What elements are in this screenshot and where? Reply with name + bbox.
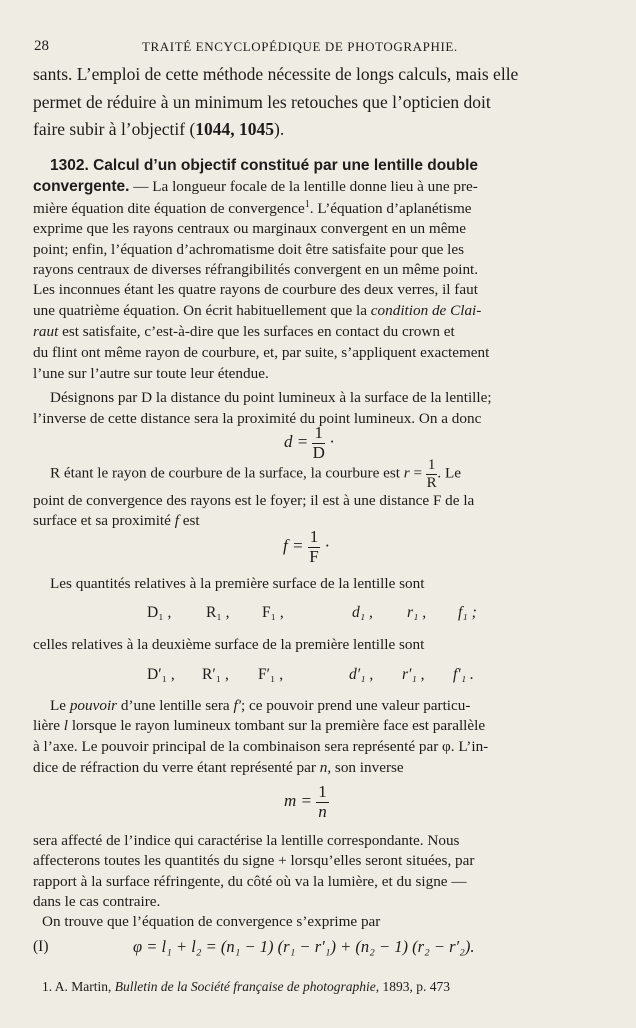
section-line-4: exprime que les rayons centraux ou marginaux convergent en un même [33, 220, 466, 237]
clairaut-condition: condition de Clai- [370, 302, 482, 319]
proximity-line-5-text: surface et sa proximité [33, 512, 175, 529]
equation-f-end: · [324, 536, 331, 556]
intro-line-2: permet de réduire à un minimum les retouches que l’opticien doit [33, 92, 491, 112]
equation-d-lhs: d = [284, 432, 309, 452]
footnote-author: 1. A. Martin, [42, 979, 115, 994]
convergence-equation: φ = l₁ + l₂ = (n₁ − 1) (r₁ − r′₁) + (n₂ − 1) (r₂ − r′₂). [133, 937, 475, 956]
proximity-line-3-text: R étant le rayon de courbure de la surface, la courbure est [50, 464, 404, 482]
equation-f-fraction [308, 528, 321, 566]
proximity-line-3 [50, 457, 461, 491]
pouvoir-line-2-text: lorsque le rayon lumineux tombant sur la première face est parallèle [68, 717, 486, 734]
pouvoir-line-3: à l’axe. Le pouvoir principal de la combinaison sera représenté par φ. L’in- [33, 738, 489, 755]
pouvoir-line-4-text: dice de réfraction du verre étant représenté par [33, 759, 320, 776]
curvature-fraction [426, 457, 438, 491]
curvature-numerator: 1 [427, 457, 436, 473]
section-line-5: point; enfin, l’équation d’achromatisme doit être satisfaite pour que les [33, 241, 465, 258]
second-surface-quantities [0, 666, 636, 688]
section-line-6: rayons centraux de diverses réfrangibilités convergent en un même point. [33, 261, 479, 278]
pouvoir-line-1 [50, 697, 470, 715]
equation-f-denominator: F [309, 546, 319, 566]
page-number: 28 [34, 38, 49, 54]
pouvoir-line-1-text: d’une lentille sera [117, 697, 234, 714]
footnote-marker: 1 [304, 199, 310, 210]
equation-m-denominator: n [318, 801, 327, 821]
pouvoir-line-7: rapport à la surface réfringente, du côté où va la lumière, et du signe — [33, 873, 467, 890]
section-heading: 1302. Calcul d’un objectif constitué par une lentille double [50, 157, 479, 174]
quantity-r1-prime: r′₁ , [402, 666, 425, 683]
quantities-line-1: Les quantités relatives à la première surface de la lentille sont [50, 575, 425, 592]
quantity-f1-upper: F₁ , [262, 604, 284, 621]
quantity-d1-prime: d′₁ , [349, 666, 374, 683]
equation-f [283, 528, 330, 566]
footnote-journal: Bulletin de la Société française de photographie [114, 979, 376, 994]
equation-m [284, 783, 329, 821]
quantity-f1-prime: f′₁ . [453, 666, 474, 683]
proximity-line-5 [33, 512, 200, 530]
section-line-8-text: une quatrième équation. On écrit habituellement que la [33, 302, 371, 319]
clairaut-condition-end: raut [33, 323, 59, 340]
pouvoir-line-2 [33, 717, 485, 735]
equation-f-lhs: f = [283, 536, 304, 556]
quantity-r1-upper: R₁ , [206, 604, 230, 621]
pouvoir-line-6: affecterons toutes les quantités du signe + lorsqu’elles seront situées, par [33, 852, 475, 869]
section-line-3 [33, 199, 472, 218]
proximity-line-5-end: est [178, 512, 200, 529]
proximity-line-4: point de convergence des rayons est le foyer; il est à une distance F de la [33, 492, 475, 509]
quantity-r1-prime-upper: R′₁ , [202, 666, 229, 683]
footnote [42, 979, 450, 995]
proximity-line-1: Désignons par D la distance du point lumineux à la surface de la lentille; [50, 389, 492, 406]
intro-line-3 [33, 119, 284, 140]
quantity-f1-prime-upper: F′₁ , [258, 666, 284, 683]
equation-m-numerator: 1 [318, 782, 327, 801]
quantity-d1: d₁ , [352, 604, 373, 621]
equation-m-fraction [316, 783, 329, 821]
section-line-2 [33, 178, 478, 196]
section-heading-end: convergente. [33, 178, 130, 195]
equation-m-lhs: m = [284, 791, 312, 811]
pouvoir-line-1-end: ; ce pouvoir prend une valeur particu- [241, 697, 471, 714]
section-line-7: Les inconnues étant les quatre rayons de courbure des deux verres, il faut [33, 281, 478, 298]
section-line-2-text: — La longueur focale de la lentille donne lieu à une pre- [129, 178, 478, 195]
proximity-line-3-end: . Le [437, 464, 462, 482]
equation-d-denominator: D [312, 442, 325, 462]
section-line-3-text: mière équation dite équation de convergence [33, 200, 305, 218]
quantities-line-2: celles relatives à la deuxième surface de la première lentille sont [33, 636, 425, 653]
section-reference: 1044, 1045 [195, 119, 275, 139]
pouvoir-line-5: sera affecté de l’indice qui caractérise la lentille correspondante. Nous [33, 832, 460, 849]
equation-label: (I) [33, 938, 49, 955]
intro-line-3-text: faire subir à l’objectif ( [33, 119, 196, 139]
curvature-equals: = [409, 464, 426, 482]
footnote-citation: , 1893, p. 473 [375, 979, 450, 994]
section-line-11: l’une sur l’autre sur toute leur étendue. [33, 365, 269, 382]
section-line-3-end: . L’équation d’aplanétisme [309, 200, 472, 218]
section-line-9 [33, 323, 455, 341]
quantity-d1-upper: D₁ , [147, 604, 172, 621]
equation-d-numerator: 1 [314, 423, 323, 442]
section-line-10: du flint ont même rayon de courbure, et, par suite, s’appliquent exactement [33, 344, 490, 361]
pouvoir-line-8: dans le cas contraire. [33, 893, 161, 910]
quantity-r1: r₁ , [407, 604, 427, 621]
curvature-variable: r [403, 464, 410, 482]
proximity-variable: f [174, 512, 179, 529]
first-surface-quantities [0, 604, 636, 626]
proximity-line-2: l’inverse de cette distance sera la proximité du point lumineux. On a donc [33, 410, 482, 427]
pouvoir-line-2-start: lière [33, 717, 64, 734]
section-line-9-text: est satisfaite, c’est-à-dire que les surfaces en contact du crown et [58, 323, 455, 340]
quantity-f1: f₁ ; [458, 604, 477, 621]
equation-f-numerator: 1 [309, 527, 319, 546]
pouvoir-line-4-end: , son inverse [327, 759, 404, 776]
intro-line-3-end: ). [274, 119, 285, 139]
equation-d-end: · [329, 432, 335, 452]
refraction-index-variable: n [319, 759, 328, 776]
pouvoir-line-4 [33, 759, 404, 777]
pouvoir-line-1-start: Le [50, 697, 70, 714]
pouvoir-term: pouvoir [69, 697, 118, 714]
pouvoir-line-9: On trouve que l’équation de convergence s’exprime par [42, 913, 381, 930]
section-line-8 [33, 302, 481, 320]
pouvoir-variable: f′ [233, 697, 242, 714]
curvature-denominator: R [426, 474, 437, 491]
running-title: TRAITÉ ENCYCLOPÉDIQUE DE PHOTOGRAPHIE. [142, 39, 458, 54]
pouvoir-l-variable: l [63, 717, 69, 734]
quantity-d1-prime-upper: D′₁ , [147, 666, 175, 683]
intro-line-1: sants. L’emploi de cette méthode nécessite de longs calculs, mais elle [33, 64, 519, 84]
